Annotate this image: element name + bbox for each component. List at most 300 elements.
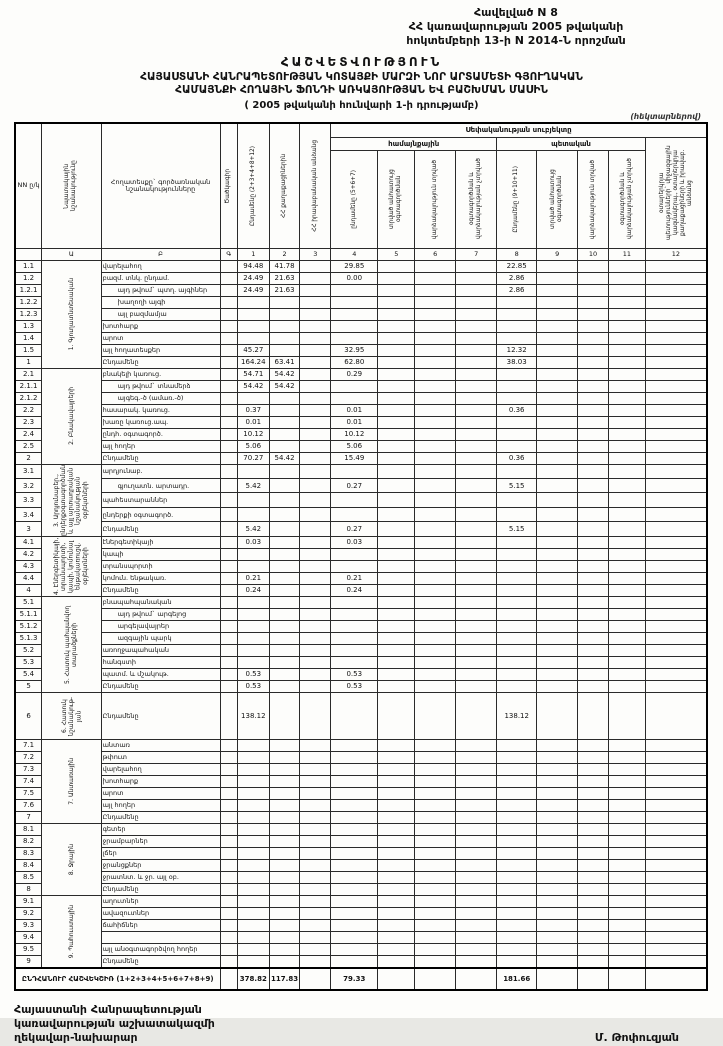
row-label-cell: Ընդամենը — [101, 955, 220, 968]
value-cell: 70.27 — [237, 452, 269, 464]
table-row — [15, 584, 707, 596]
value-cell — [456, 895, 497, 907]
row-number-cell: 2.4 — [15, 428, 42, 440]
value-cell — [456, 404, 497, 416]
value-cell — [456, 284, 497, 296]
value-cell — [497, 775, 537, 787]
row-label-cell: կապի — [101, 548, 220, 560]
value-cell — [331, 835, 378, 847]
value-cell — [608, 656, 645, 668]
row-label-cell: Ընդամենը — [101, 452, 220, 464]
value-cell — [415, 787, 456, 799]
value-cell — [645, 907, 707, 919]
value-cell — [537, 847, 578, 859]
row-number-cell: 9.1 — [15, 895, 42, 907]
value-cell — [415, 548, 456, 560]
value-cell — [497, 811, 537, 823]
value-cell: 15.49 — [331, 452, 378, 464]
value-cell — [537, 572, 578, 584]
value-cell — [331, 751, 378, 763]
value-cell — [578, 739, 609, 751]
code-cell — [220, 907, 237, 919]
value-cell — [456, 536, 497, 548]
row-label-cell: գետեր — [101, 823, 220, 835]
section-cell — [42, 596, 101, 692]
column-index-cell: 9 — [537, 248, 578, 260]
value-cell — [237, 847, 269, 859]
column-index-cell: Ա — [42, 248, 101, 260]
value-cell — [578, 272, 609, 284]
col-header-comm-notgiven: օգտագործման և վարձակալության չտրված — [456, 150, 497, 248]
value-cell — [608, 428, 645, 440]
value-cell — [645, 272, 707, 284]
value-cell — [537, 943, 578, 955]
code-cell — [220, 507, 237, 521]
value-cell — [608, 272, 645, 284]
value-cell — [269, 392, 300, 404]
value-cell — [237, 955, 269, 968]
value-cell — [331, 859, 378, 871]
value-cell — [415, 272, 456, 284]
column-index-cell: 8 — [497, 248, 537, 260]
value-cell — [269, 644, 300, 656]
row-label-cell: այլ հողեր — [101, 799, 220, 811]
value-cell — [578, 656, 609, 668]
value-cell — [331, 907, 378, 919]
value-cell — [378, 955, 415, 968]
row-number-cell: 3.2 — [15, 479, 42, 493]
value-cell — [578, 428, 609, 440]
value-cell — [537, 404, 578, 416]
table-row — [15, 368, 707, 380]
value-cell — [608, 835, 645, 847]
section-label: 4. Էներգետիկայի, տրանսպորտի, կապի, կոմունալ ենթակառուցվ. օբյեկտների — [53, 537, 90, 595]
value-cell — [415, 871, 456, 883]
value-cell — [269, 308, 300, 320]
table-row — [15, 871, 707, 883]
code-cell — [220, 344, 237, 356]
row-label-cell: աղուտներ — [101, 895, 220, 907]
column-index-cell: 11 — [608, 248, 645, 260]
value-cell — [331, 692, 378, 739]
row-label-cell: այդ թվում` արգելոց — [101, 608, 220, 620]
value-cell — [456, 668, 497, 680]
value-cell — [456, 835, 497, 847]
value-cell — [537, 835, 578, 847]
code-cell — [220, 428, 237, 440]
value-cell — [537, 775, 578, 787]
value-cell — [608, 895, 645, 907]
row-number-cell: 7.5 — [15, 787, 42, 799]
grand-total-value-cell — [415, 968, 456, 990]
value-cell — [237, 493, 269, 507]
value-cell — [269, 428, 300, 440]
value-cell — [269, 344, 300, 356]
value-cell: 164.24 — [237, 356, 269, 368]
value-cell — [497, 416, 537, 428]
row-label-cell: Ընդամենը — [101, 356, 220, 368]
value-cell — [537, 955, 578, 968]
value-cell — [415, 847, 456, 859]
value-cell — [497, 955, 537, 968]
value-cell — [608, 404, 645, 416]
row-label-cell: հանգստի — [101, 656, 220, 668]
value-cell — [645, 656, 707, 668]
value-cell — [456, 644, 497, 656]
value-cell — [237, 775, 269, 787]
value-cell — [415, 560, 456, 572]
code-cell — [220, 522, 237, 536]
value-cell: 0.53 — [237, 668, 269, 680]
section-cell — [42, 692, 101, 739]
column-index-cell: 10 — [578, 248, 609, 260]
value-cell — [378, 380, 415, 392]
grand-total-value-cell — [456, 968, 497, 990]
value-cell: 24.49 — [237, 284, 269, 296]
value-cell — [300, 931, 331, 943]
value-cell — [415, 320, 456, 332]
value-cell — [269, 440, 300, 452]
value-cell — [378, 404, 415, 416]
row-number-cell: 4.1 — [15, 536, 42, 548]
row-number-cell: 8.2 — [15, 835, 42, 847]
value-cell — [645, 416, 707, 428]
value-cell — [300, 943, 331, 955]
report-subtitle-2: ՀԱՄԱՅՆՔԻ ՀՈՂԱՅԻՆ ՖՈՆԴԻ ԱՌԿԱՅՈՒԹՅԱՆ ԵՎ ԲԱՇԽՄԱՆ ՄԱՍԻՆ — [175, 84, 548, 97]
value-cell: 10.12 — [237, 428, 269, 440]
value-cell — [645, 787, 707, 799]
value-cell — [269, 895, 300, 907]
value-cell — [300, 871, 331, 883]
code-cell — [220, 332, 237, 344]
value-cell — [497, 847, 537, 859]
value-cell — [300, 632, 331, 644]
column-index-cell: 12 — [645, 248, 707, 260]
value-cell — [300, 404, 331, 416]
grand-total-value-cell: 181.66 — [497, 968, 537, 990]
value-cell — [456, 656, 497, 668]
value-cell — [645, 895, 707, 907]
table-row — [15, 620, 707, 632]
value-cell: 0.03 — [237, 536, 269, 548]
value-cell — [378, 507, 415, 521]
code-cell — [220, 632, 237, 644]
row-number-cell: 2.1 — [15, 368, 42, 380]
value-cell — [645, 320, 707, 332]
value-cell — [331, 883, 378, 895]
grand-total-label: ԸՆԴՀԱՆՈՒՐ ՀԱՇՎԵԿՇԻՌ (1+2+3+4+5+6+7+8+9) — [15, 968, 220, 990]
value-cell — [331, 787, 378, 799]
code-cell — [220, 787, 237, 799]
section-label: 3. Արդյունաբեր., ընդերքօգտագործման և այլ արտադրական նշանակության օբյեկտների — [53, 464, 90, 536]
value-cell — [578, 680, 609, 692]
value-cell — [378, 479, 415, 493]
row-number-cell: 5.4 — [15, 668, 42, 680]
value-cell — [645, 931, 707, 943]
col-header-state-notgiven: օգտագործման և վարձակալության չտրված — [608, 150, 645, 248]
value-cell — [537, 260, 578, 272]
value-cell — [331, 507, 378, 521]
value-cell — [300, 272, 331, 284]
value-cell — [456, 763, 497, 775]
value-cell — [331, 847, 378, 859]
value-cell — [537, 284, 578, 296]
value-cell — [456, 452, 497, 464]
value-cell: 138.12 — [497, 692, 537, 739]
value-cell — [300, 739, 331, 751]
table-row — [15, 392, 707, 404]
value-cell — [269, 751, 300, 763]
value-cell — [645, 404, 707, 416]
state-group-header: պետական — [497, 137, 646, 150]
value-cell — [269, 572, 300, 584]
value-cell — [578, 775, 609, 787]
value-cell — [578, 823, 609, 835]
row-label-cell: պատմ. և մշակութ. — [101, 668, 220, 680]
value-cell — [608, 380, 645, 392]
value-cell — [578, 955, 609, 968]
value-cell — [331, 608, 378, 620]
value-cell — [456, 811, 497, 823]
value-cell — [497, 320, 537, 332]
value-cell — [497, 739, 537, 751]
value-cell — [415, 464, 456, 478]
value-cell — [300, 522, 331, 536]
value-cell: 22.85 — [497, 260, 537, 272]
value-cell — [456, 692, 497, 739]
value-cell — [415, 392, 456, 404]
row-number-cell: 5.1.2 — [15, 620, 42, 632]
row-label-cell: արգելավայրեր — [101, 620, 220, 632]
row-label-cell: արոտ — [101, 787, 220, 799]
table-row — [15, 380, 707, 392]
value-cell — [608, 608, 645, 620]
row-number-cell: 4.3 — [15, 560, 42, 572]
value-cell — [378, 368, 415, 380]
code-cell — [220, 272, 237, 284]
value-cell — [537, 272, 578, 284]
value-cell — [378, 344, 415, 356]
row-label-cell: բնակելի կառուց. — [101, 368, 220, 380]
value-cell — [237, 548, 269, 560]
row-number-cell: 9.2 — [15, 907, 42, 919]
column-index-cell: 6 — [415, 248, 456, 260]
value-cell — [456, 787, 497, 799]
row-label-cell: արոտ — [101, 332, 220, 344]
row-label-cell: այդ թվում` պտղ. այգիներ — [101, 284, 220, 296]
col-header-comm-lease: վարձակալություն տրված — [415, 150, 456, 248]
col-header-comm-free: տրված անհատույց օգտագործման — [378, 150, 415, 248]
row-number-cell: 7.2 — [15, 751, 42, 763]
value-cell — [456, 296, 497, 308]
value-cell — [497, 680, 537, 692]
title-block — [14, 55, 709, 112]
table-row — [15, 416, 707, 428]
value-cell — [300, 596, 331, 608]
value-cell — [497, 560, 537, 572]
row-number-cell: 1.4 — [15, 332, 42, 344]
table-row — [15, 296, 707, 308]
grand-total-value-cell: 117.83 — [269, 968, 300, 990]
value-cell — [537, 620, 578, 632]
value-cell — [300, 656, 331, 668]
value-cell — [456, 823, 497, 835]
value-cell — [578, 320, 609, 332]
row-label-cell: ջրատնտ. և ջր. այլ օբ. — [101, 871, 220, 883]
value-cell — [456, 955, 497, 968]
row-number-cell: 9.5 — [15, 943, 42, 955]
value-cell — [537, 644, 578, 656]
table-row — [15, 907, 707, 919]
value-cell — [645, 751, 707, 763]
value-cell — [456, 751, 497, 763]
value-cell — [269, 907, 300, 919]
value-cell — [237, 560, 269, 572]
code-cell — [220, 356, 237, 368]
value-cell — [300, 847, 331, 859]
value-cell — [537, 608, 578, 620]
row-number-cell: 5 — [15, 680, 42, 692]
value-cell — [608, 907, 645, 919]
table-row — [15, 284, 707, 296]
value-cell — [608, 596, 645, 608]
row-number-cell: 2.1.2 — [15, 392, 42, 404]
value-cell — [645, 859, 707, 871]
row-label-cell: պահեստարաններ — [101, 493, 220, 507]
code-cell — [220, 644, 237, 656]
value-cell — [237, 871, 269, 883]
value-cell — [578, 871, 609, 883]
value-cell — [497, 835, 537, 847]
value-cell: 54.42 — [269, 380, 300, 392]
value-cell — [608, 536, 645, 548]
value-cell: 54.71 — [237, 368, 269, 380]
value-cell — [331, 799, 378, 811]
row-number-cell: 6 — [15, 692, 42, 739]
value-cell: 0.37 — [237, 404, 269, 416]
value-cell — [415, 584, 456, 596]
value-cell — [331, 871, 378, 883]
code-cell — [220, 536, 237, 548]
value-cell: 54.42 — [269, 452, 300, 464]
row-label-cell — [101, 931, 220, 943]
value-cell — [497, 368, 537, 380]
row-label-cell: այլ բազմամյա — [101, 308, 220, 320]
value-cell — [237, 464, 269, 478]
value-cell — [456, 584, 497, 596]
row-number-cell: 2.2 — [15, 404, 42, 416]
value-cell — [300, 320, 331, 332]
value-cell — [456, 332, 497, 344]
value-cell — [645, 368, 707, 380]
value-cell — [415, 428, 456, 440]
value-cell — [269, 799, 300, 811]
table-row — [15, 332, 707, 344]
table-row — [15, 931, 707, 943]
value-cell — [300, 464, 331, 478]
value-cell — [269, 548, 300, 560]
value-cell — [578, 835, 609, 847]
value-cell — [645, 668, 707, 680]
table-row — [15, 799, 707, 811]
value-cell — [578, 692, 609, 739]
col-header-legal: ՀՀ իրավաբանական անձանց — [300, 123, 331, 248]
value-cell — [537, 871, 578, 883]
value-cell — [645, 943, 707, 955]
value-cell — [497, 751, 537, 763]
value-cell — [456, 943, 497, 955]
value-cell — [237, 751, 269, 763]
value-cell — [331, 560, 378, 572]
table-row — [15, 859, 707, 871]
value-cell: 0.53 — [331, 668, 378, 680]
value-cell — [578, 536, 609, 548]
value-cell — [300, 380, 331, 392]
value-cell — [578, 931, 609, 943]
row-label-cell: առողջապահական — [101, 644, 220, 656]
value-cell — [645, 644, 707, 656]
value-cell — [456, 907, 497, 919]
row-label-cell: Ընդամենը — [101, 680, 220, 692]
row-number-cell: 1.3 — [15, 320, 42, 332]
value-cell — [645, 260, 707, 272]
value-cell — [456, 548, 497, 560]
row-label-cell: բազմ. տնկ. ընդամ. — [101, 272, 220, 284]
value-cell — [578, 572, 609, 584]
row-label-cell: այլ հողեր — [101, 440, 220, 452]
signer-title-block — [14, 1003, 215, 1046]
footer-line2: կառավարության աշխատակազմի — [14, 1016, 215, 1030]
value-cell — [415, 943, 456, 955]
code-cell — [220, 823, 237, 835]
row-label-cell: հասարակ. կառուց. — [101, 404, 220, 416]
value-cell — [237, 656, 269, 668]
signature-name: Մ. Թոփուզյան — [594, 1031, 679, 1045]
grand-total-value-cell — [537, 968, 578, 990]
table-row — [15, 440, 707, 452]
value-cell — [237, 931, 269, 943]
row-label-cell: անտառ — [101, 739, 220, 751]
value-cell — [645, 548, 707, 560]
value-cell — [537, 416, 578, 428]
value-cell — [456, 356, 497, 368]
code-cell — [220, 811, 237, 823]
value-cell — [645, 522, 707, 536]
value-cell — [608, 799, 645, 811]
value-cell — [497, 943, 537, 955]
code-cell — [220, 596, 237, 608]
code-cell — [220, 847, 237, 859]
value-cell — [537, 464, 578, 478]
grand-total-row — [15, 968, 707, 990]
value-cell — [497, 931, 537, 943]
value-cell — [269, 835, 300, 847]
value-cell — [537, 632, 578, 644]
value-cell — [578, 608, 609, 620]
value-cell — [608, 871, 645, 883]
code-cell — [220, 668, 237, 680]
value-cell: 32.95 — [331, 344, 378, 356]
value-cell — [645, 871, 707, 883]
value-cell — [608, 284, 645, 296]
value-cell — [378, 392, 415, 404]
value-cell — [497, 919, 537, 931]
value-cell — [300, 332, 331, 344]
col-header-state-lease: վարձակալություն տրված — [578, 150, 609, 248]
value-cell — [331, 493, 378, 507]
row-number-cell: 7.1 — [15, 739, 42, 751]
code-cell — [220, 479, 237, 493]
